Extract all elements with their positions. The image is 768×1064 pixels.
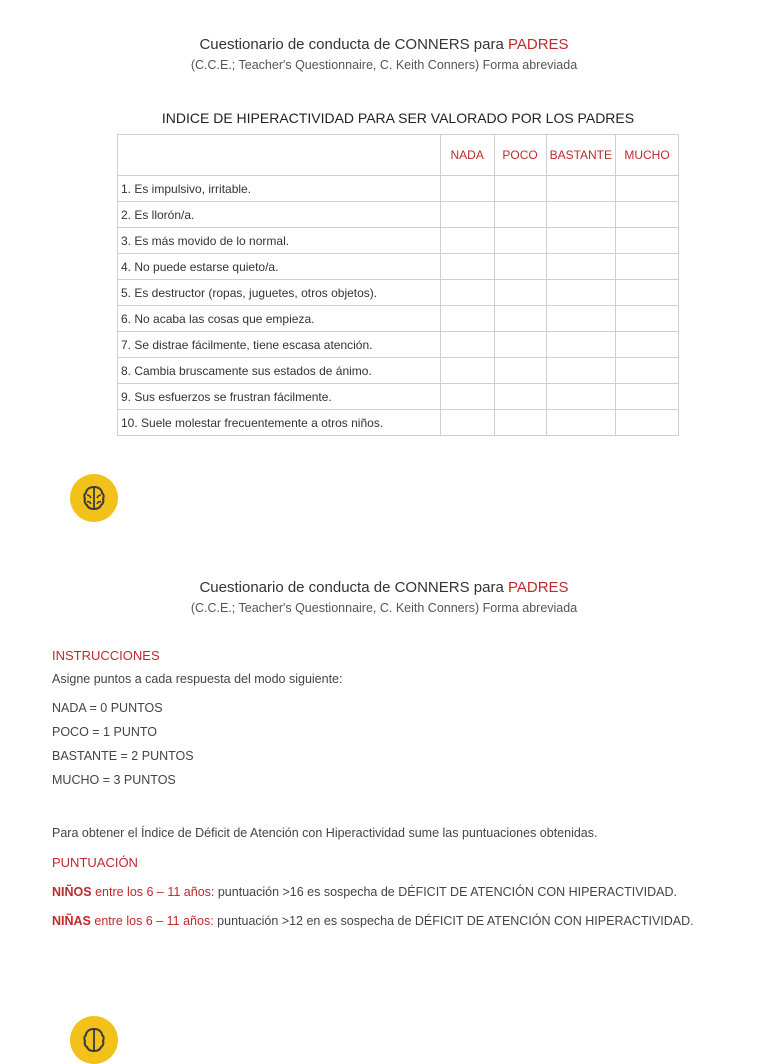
boys-text: puntuación >16 es sospecha de DÉFICIT DE ATENCIÓN CON HIPERACTIVIDAD.	[217, 885, 677, 899]
question-text: 1. Es impulsivo, irritable.	[118, 176, 441, 202]
table-header-row	[118, 135, 679, 176]
answer-cell-mucho[interactable]	[616, 202, 679, 228]
question-text: 3. Es más movido de lo normal.	[118, 228, 441, 254]
score-mucho: MUCHO = 3 PUNTOS	[52, 773, 176, 787]
table-row	[118, 280, 679, 306]
table-row	[118, 358, 679, 384]
boys-range: entre los 6 – 11 años:	[95, 885, 215, 899]
scoring-heading: PUNTUACIÓN	[52, 855, 138, 870]
scoring-boys	[52, 885, 752, 899]
table-row	[118, 384, 679, 410]
column-header-poco: POCO	[494, 135, 546, 176]
score-nada: NADA = 0 PUNTOS	[52, 701, 163, 715]
answer-cell-nada[interactable]	[440, 384, 494, 410]
table-row	[118, 332, 679, 358]
title-highlight: PADRES	[507, 579, 569, 596]
question-text: 4. No puede estarse quieto/a.	[118, 254, 441, 280]
question-text: 7. Se distrae fácilmente, tiene escasa atención.	[118, 332, 441, 358]
question-text: 6. No acaba las cosas que empieza.	[118, 306, 441, 332]
score-bastante: BASTANTE = 2 PUNTOS	[52, 749, 194, 763]
page-title-1	[0, 36, 768, 53]
column-header-nada: NADA	[440, 135, 494, 176]
scoring-girls	[52, 914, 752, 928]
table-row	[118, 410, 679, 436]
answer-cell-mucho[interactable]	[616, 176, 679, 202]
girls-text: puntuación >12 en es sospecha de DÉFICIT DE ATENCIÓN CON HIPERACTIVIDAD.	[217, 914, 694, 928]
answer-cell-nada[interactable]	[440, 306, 494, 332]
column-header-mucho: MUCHO	[616, 135, 679, 176]
table-row	[118, 254, 679, 280]
answer-cell-bastante[interactable]	[546, 176, 615, 202]
column-header-bastante: BASTANTE	[546, 135, 615, 176]
question-text: 8. Cambia bruscamente sus estados de ánimo.	[118, 358, 441, 384]
answer-cell-mucho[interactable]	[616, 306, 679, 332]
brain-logo-icon	[70, 474, 118, 522]
girls-range: entre los 6 – 11 años:	[94, 914, 214, 928]
answer-cell-poco[interactable]	[494, 410, 546, 436]
brain-icon	[79, 1025, 109, 1055]
question-text: 10. Suele molestar frecuentemente a otros niños.	[118, 410, 441, 436]
title-highlight: PADRES	[507, 36, 569, 53]
table-row	[118, 228, 679, 254]
instructions-heading: INSTRUCCIONES	[52, 648, 160, 663]
answer-cell-nada[interactable]	[440, 176, 494, 202]
page-subtitle-1: (C.C.E.; Teacher's Questionnaire, C. Keith Conners) Forma abreviada	[190, 58, 578, 72]
answer-cell-mucho[interactable]	[616, 280, 679, 306]
answer-cell-poco[interactable]	[494, 332, 546, 358]
answer-cell-nada[interactable]	[440, 358, 494, 384]
page-subtitle-2: (C.C.E.; Teacher's Questionnaire, C. Keith Conners) Forma abreviada	[190, 601, 578, 615]
questionnaire-table	[117, 134, 679, 436]
answer-cell-bastante[interactable]	[546, 358, 615, 384]
answer-cell-mucho[interactable]	[616, 254, 679, 280]
answer-cell-nada[interactable]	[440, 254, 494, 280]
answer-cell-poco[interactable]	[494, 306, 546, 332]
page-title-2	[0, 579, 768, 596]
answer-cell-nada[interactable]	[440, 410, 494, 436]
answer-cell-bastante[interactable]	[546, 280, 615, 306]
answer-cell-poco[interactable]	[494, 384, 546, 410]
answer-cell-bastante[interactable]	[546, 410, 615, 436]
answer-cell-nada[interactable]	[440, 228, 494, 254]
answer-cell-bastante[interactable]	[546, 228, 615, 254]
answer-cell-poco[interactable]	[494, 280, 546, 306]
answer-cell-bastante[interactable]	[546, 384, 615, 410]
girls-label: NIÑAS	[52, 914, 91, 928]
question-text: 2. Es llorón/a.	[118, 202, 441, 228]
table-row	[118, 306, 679, 332]
question-text: 5. Es destructor (ropas, juguetes, otros objetos).	[118, 280, 441, 306]
answer-cell-bastante[interactable]	[546, 254, 615, 280]
answer-cell-bastante[interactable]	[546, 332, 615, 358]
brain-icon	[79, 483, 109, 513]
answer-cell-bastante[interactable]	[546, 202, 615, 228]
answer-cell-nada[interactable]	[440, 280, 494, 306]
score-poco: POCO = 1 PUNTO	[52, 725, 158, 739]
answer-cell-poco[interactable]	[494, 202, 546, 228]
answer-cell-poco[interactable]	[494, 358, 546, 384]
table-row	[118, 202, 679, 228]
header-blank	[118, 135, 441, 176]
answer-cell-bastante[interactable]	[546, 306, 615, 332]
question-text: 9. Sus esfuerzos se frustran fácilmente.	[118, 384, 441, 410]
answer-cell-nada[interactable]	[440, 202, 494, 228]
boys-label: NIÑOS	[52, 885, 92, 899]
answer-cell-poco[interactable]	[494, 254, 546, 280]
instructions-intro: Asigne puntos a cada respuesta del modo siguiente:	[52, 672, 343, 686]
instructions-summary: Para obtener el Índice de Déficit de Atención con Hiperactividad sume las puntuaciones obtenidas.	[52, 826, 598, 840]
table-row	[118, 176, 679, 202]
brain-logo-icon-bottom	[70, 1016, 118, 1064]
answer-cell-mucho[interactable]	[616, 228, 679, 254]
table-heading: INDICE DE HIPERACTIVIDAD PARA SER VALORADO POR LOS PADRES	[161, 110, 635, 126]
title-prefix: Cuestionario de conducta de CONNERS para	[199, 579, 504, 596]
answer-cell-mucho[interactable]	[616, 358, 679, 384]
answer-cell-poco[interactable]	[494, 228, 546, 254]
answer-cell-mucho[interactable]	[616, 410, 679, 436]
answer-cell-poco[interactable]	[494, 176, 546, 202]
title-prefix: Cuestionario de conducta de CONNERS para	[199, 36, 504, 53]
answer-cell-mucho[interactable]	[616, 332, 679, 358]
answer-cell-nada[interactable]	[440, 332, 494, 358]
answer-cell-mucho[interactable]	[616, 384, 679, 410]
